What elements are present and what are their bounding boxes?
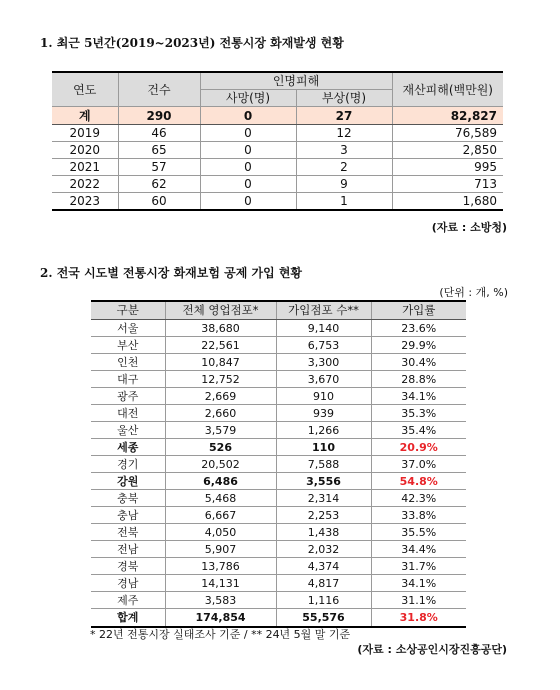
header-casualties: 인명피해 bbox=[200, 72, 392, 90]
damage-cell: 1,680 bbox=[392, 193, 503, 211]
table-row bbox=[52, 193, 503, 211]
joined-stores-cell: 1,266 bbox=[276, 422, 371, 439]
region-cell: 경남 bbox=[91, 575, 165, 592]
rate-cell: 34.4% bbox=[371, 541, 466, 558]
deaths-cell: 0 bbox=[200, 176, 296, 193]
rate-cell: 42.3% bbox=[371, 490, 466, 507]
fire-incidents-table bbox=[52, 71, 503, 211]
total-row bbox=[52, 107, 503, 125]
joined-stores-cell: 2,253 bbox=[276, 507, 371, 524]
count-cell: 57 bbox=[118, 159, 200, 176]
table-row bbox=[91, 592, 466, 609]
total-deaths: 0 bbox=[200, 107, 296, 125]
header-total-stores: 전체 영업점포* bbox=[165, 301, 276, 320]
table-row bbox=[91, 575, 466, 592]
total-stores-cell: 6,486 bbox=[165, 473, 276, 490]
table-row bbox=[91, 337, 466, 354]
total-stores-cell: 6,667 bbox=[165, 507, 276, 524]
rate-cell: 34.1% bbox=[371, 575, 466, 592]
total-damage: 82,827 bbox=[392, 107, 503, 125]
total-stores-cell: 2,669 bbox=[165, 388, 276, 405]
header-year: 연도 bbox=[52, 72, 118, 107]
injuries-cell: 3 bbox=[296, 142, 392, 159]
year-cell: 2019 bbox=[52, 125, 118, 142]
total-stores-cell: 3,579 bbox=[165, 422, 276, 439]
table-row bbox=[91, 473, 466, 490]
damage-cell: 76,589 bbox=[392, 125, 503, 142]
rate-cell: 29.9% bbox=[371, 337, 466, 354]
count-cell: 62 bbox=[118, 176, 200, 193]
total-stores-cell: 5,468 bbox=[165, 490, 276, 507]
table-row bbox=[91, 371, 466, 388]
header-injuries: 부상(명) bbox=[296, 90, 392, 107]
table-row bbox=[91, 320, 466, 337]
joined-stores-cell: 3,556 bbox=[276, 473, 371, 490]
total-stores-cell: 14,131 bbox=[165, 575, 276, 592]
year-cell: 2023 bbox=[52, 193, 118, 211]
total-stores-cell: 12,752 bbox=[165, 371, 276, 388]
table-row bbox=[52, 125, 503, 142]
table-row bbox=[91, 388, 466, 405]
table-row bbox=[91, 422, 466, 439]
total-joined: 55,576 bbox=[276, 609, 371, 628]
region-cell: 부산 bbox=[91, 337, 165, 354]
joined-stores-cell: 910 bbox=[276, 388, 371, 405]
header-rate: 가입률 bbox=[371, 301, 466, 320]
region-cell: 충남 bbox=[91, 507, 165, 524]
region-cell: 경기 bbox=[91, 456, 165, 473]
joined-stores-cell: 6,753 bbox=[276, 337, 371, 354]
joined-stores-cell: 2,032 bbox=[276, 541, 371, 558]
total-stores-cell: 20,502 bbox=[165, 456, 276, 473]
rate-cell: 37.0% bbox=[371, 456, 466, 473]
section-1-source: (자료 : 소방청) bbox=[431, 221, 507, 234]
table-row bbox=[91, 490, 466, 507]
rate-cell: 23.6% bbox=[371, 320, 466, 337]
damage-cell: 2,850 bbox=[392, 142, 503, 159]
rate-cell: 31.1% bbox=[371, 592, 466, 609]
table-row bbox=[52, 176, 503, 193]
total-stores-cell: 2,660 bbox=[165, 405, 276, 422]
deaths-cell: 0 bbox=[200, 125, 296, 142]
injuries-cell: 2 bbox=[296, 159, 392, 176]
total-stores-cell: 38,680 bbox=[165, 320, 276, 337]
total-stores-cell: 3,583 bbox=[165, 592, 276, 609]
rate-cell: 28.8% bbox=[371, 371, 466, 388]
table-row bbox=[91, 507, 466, 524]
joined-stores-cell: 110 bbox=[276, 439, 371, 456]
table-row bbox=[52, 159, 503, 176]
region-cell: 충북 bbox=[91, 490, 165, 507]
rate-cell: 35.3% bbox=[371, 405, 466, 422]
deaths-cell: 0 bbox=[200, 193, 296, 211]
total-stores-cell: 10,847 bbox=[165, 354, 276, 371]
total-row bbox=[91, 609, 466, 628]
count-cell: 46 bbox=[118, 125, 200, 142]
region-cell: 울산 bbox=[91, 422, 165, 439]
section-2-source: (자료 : 소상공인시장진흥공단) bbox=[357, 643, 507, 656]
total-stores-cell: 526 bbox=[165, 439, 276, 456]
table-row bbox=[91, 405, 466, 422]
deaths-cell: 0 bbox=[200, 159, 296, 176]
damage-cell: 713 bbox=[392, 176, 503, 193]
joined-stores-cell: 4,817 bbox=[276, 575, 371, 592]
joined-stores-cell: 939 bbox=[276, 405, 371, 422]
table-row bbox=[91, 354, 466, 371]
joined-stores-cell: 7,588 bbox=[276, 456, 371, 473]
total-stores-cell: 13,786 bbox=[165, 558, 276, 575]
injuries-cell: 9 bbox=[296, 176, 392, 193]
region-cell: 인천 bbox=[91, 354, 165, 371]
table-row bbox=[52, 142, 503, 159]
region-cell: 제주 bbox=[91, 592, 165, 609]
total-rate: 31.8% bbox=[371, 609, 466, 628]
year-cell: 2022 bbox=[52, 176, 118, 193]
total-injuries: 27 bbox=[296, 107, 392, 125]
table-row bbox=[91, 524, 466, 541]
region-cell: 세종 bbox=[91, 439, 165, 456]
year-cell: 2020 bbox=[52, 142, 118, 159]
footnote: * 22년 전통시장 실태조사 기준 / ** 24년 5월 말 기준 bbox=[90, 628, 351, 641]
count-cell: 60 bbox=[118, 193, 200, 211]
header-deaths: 사망(명) bbox=[200, 90, 296, 107]
table-row bbox=[91, 439, 466, 456]
injuries-cell: 1 bbox=[296, 193, 392, 211]
insurance-enrollment-table bbox=[91, 300, 466, 628]
total-stores-cell: 4,050 bbox=[165, 524, 276, 541]
year-cell: 2021 bbox=[52, 159, 118, 176]
region-cell: 전북 bbox=[91, 524, 165, 541]
section-2-title: 2. 전국 시도별 전통시장 화재보험 공제 가입 현황 bbox=[40, 266, 303, 280]
rate-cell: 30.4% bbox=[371, 354, 466, 371]
table-row bbox=[91, 541, 466, 558]
joined-stores-cell: 4,374 bbox=[276, 558, 371, 575]
rate-cell: 35.4% bbox=[371, 422, 466, 439]
header-region: 구분 bbox=[91, 301, 165, 320]
total-stores-cell: 22,561 bbox=[165, 337, 276, 354]
damage-cell: 995 bbox=[392, 159, 503, 176]
joined-stores-cell: 1,438 bbox=[276, 524, 371, 541]
rate-cell: 31.7% bbox=[371, 558, 466, 575]
region-cell: 전남 bbox=[91, 541, 165, 558]
joined-stores-cell: 3,670 bbox=[276, 371, 371, 388]
region-cell: 서울 bbox=[91, 320, 165, 337]
header-count: 건수 bbox=[118, 72, 200, 107]
region-cell: 경북 bbox=[91, 558, 165, 575]
region-cell: 대전 bbox=[91, 405, 165, 422]
injuries-cell: 12 bbox=[296, 125, 392, 142]
total-count: 290 bbox=[118, 107, 200, 125]
total-stores: 174,854 bbox=[165, 609, 276, 628]
unit-label: (단위 : 개, %) bbox=[439, 286, 508, 299]
rate-cell: 20.9% bbox=[371, 439, 466, 456]
joined-stores-cell: 3,300 bbox=[276, 354, 371, 371]
rate-cell: 35.5% bbox=[371, 524, 466, 541]
joined-stores-cell: 1,116 bbox=[276, 592, 371, 609]
table-row bbox=[91, 558, 466, 575]
region-cell: 대구 bbox=[91, 371, 165, 388]
region-cell: 광주 bbox=[91, 388, 165, 405]
rate-cell: 54.8% bbox=[371, 473, 466, 490]
table-row bbox=[91, 456, 466, 473]
joined-stores-cell: 2,314 bbox=[276, 490, 371, 507]
total-label: 합계 bbox=[91, 609, 165, 628]
total-stores-cell: 5,907 bbox=[165, 541, 276, 558]
header-damage: 재산피해(백만원) bbox=[392, 72, 503, 107]
rate-cell: 33.8% bbox=[371, 507, 466, 524]
header-joined-stores: 가입점포 수** bbox=[276, 301, 371, 320]
rate-cell: 34.1% bbox=[371, 388, 466, 405]
count-cell: 65 bbox=[118, 142, 200, 159]
deaths-cell: 0 bbox=[200, 142, 296, 159]
joined-stores-cell: 9,140 bbox=[276, 320, 371, 337]
region-cell: 강원 bbox=[91, 473, 165, 490]
section-1-title: 1. 최근 5년간(2019~2023년) 전통시장 화재발생 현황 bbox=[40, 36, 344, 50]
total-label: 계 bbox=[52, 107, 118, 125]
